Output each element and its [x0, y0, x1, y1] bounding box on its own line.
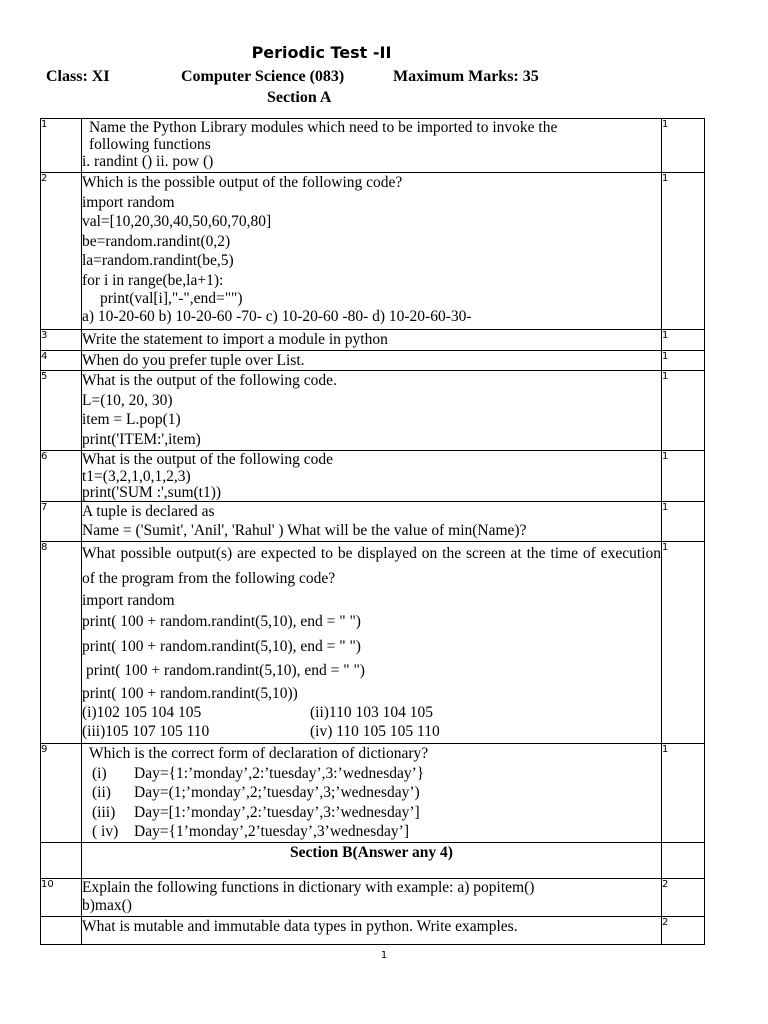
code-line: val=[10,20,30,40,50,60,70,80] — [82, 213, 272, 230]
answer-option: (ii) Day=(1;’monday’,2;’tuesday’,3;’wednesday’) — [92, 784, 420, 801]
answer-option: (i)102 105 104 105 — [82, 703, 202, 721]
question-row — [41, 119, 705, 173]
question-number: 6 — [41, 451, 82, 502]
question-text — [82, 744, 662, 843]
code-line: print( 100 + random.randint(5,10), end = " ") — [82, 637, 361, 655]
question-number: 3 — [41, 330, 82, 351]
answer-options-row — [82, 722, 661, 741]
question-text — [82, 502, 662, 542]
code-line: for i in range(be,la+1): — [82, 271, 224, 289]
section-b-heading: Section B(Answer any 4) — [82, 843, 662, 879]
code-line: la=random.randint(be,5) — [82, 252, 234, 269]
question-row — [41, 542, 705, 744]
question-row — [41, 502, 705, 542]
question-line: What possible output(s) are expected to be displayed on the screen at the time of execution of the program from the following code? — [82, 545, 661, 587]
question-text — [82, 879, 662, 917]
question-text — [82, 173, 662, 330]
question-text — [82, 119, 662, 173]
question-number: 10 — [41, 879, 82, 917]
code-line: print(val[i],"-",end="") — [100, 290, 243, 307]
code-line: import random — [82, 592, 175, 609]
subject-label: Computer Science (083) — [181, 68, 345, 85]
question-marks: 2 — [662, 879, 705, 917]
question-line: Which is the possible output of the following code? — [82, 174, 403, 191]
question-row — [41, 917, 705, 945]
code-line: item = L.pop(1) — [82, 411, 181, 428]
question-number: 2 — [41, 173, 82, 330]
question-text — [82, 542, 662, 744]
code-line: print('ITEM:',item) — [82, 430, 201, 448]
question-row — [41, 371, 705, 451]
question-line: Write the statement to import a module in python — [82, 331, 388, 348]
code-line: t1=(3,2,1,0,1,2,3) — [82, 468, 191, 485]
answer-option: (ii)110 103 104 105 — [310, 703, 433, 721]
question-row — [41, 451, 705, 502]
question-table — [40, 118, 705, 945]
answer-option: (i) Day={1:’monday’,2:’tuesday’,3:’wednesday’} — [92, 764, 425, 782]
question-line: What is the output of the following code. — [82, 372, 337, 389]
code-line: print('SUM :',sum(t1)) — [82, 484, 222, 501]
question-number: 8 — [41, 542, 82, 744]
class-label: Class: XI — [46, 68, 110, 85]
code-line: import random — [82, 193, 175, 211]
question-marks: 1 — [662, 173, 705, 330]
question-marks: 1 — [662, 371, 705, 451]
question-line: following functions — [89, 136, 211, 153]
question-row — [41, 350, 705, 371]
question-marks: 1 — [662, 451, 705, 502]
question-row — [41, 330, 705, 351]
question-marks: 1 — [662, 119, 705, 173]
question-line: Name the Python Library modules which need to be imported to invoke the — [89, 119, 558, 136]
question-row — [41, 879, 705, 917]
question-marks: 1 — [662, 330, 705, 351]
question-number: 4 — [41, 350, 82, 371]
question-line: Explain the following functions in dictionary with example: a) popitem() — [82, 879, 535, 896]
question-number: 5 — [41, 371, 82, 451]
question-number: 9 — [41, 744, 82, 843]
answer-option: (iv) 110 105 105 110 — [310, 722, 440, 740]
answer-option: ( iv) Day={1’monday’,2’tuesday’,3’wednesday’] — [92, 823, 410, 840]
question-line: Name = ('Sumit', 'Anil', 'Rahul' ) What will be the value of min(Name)? — [82, 522, 527, 539]
question-marks: 1 — [662, 542, 705, 744]
question-text — [82, 330, 662, 351]
code-line: print( 100 + random.randint(5,10), end = " ") — [82, 613, 361, 630]
question-marks: 1 — [662, 502, 705, 542]
section-row — [41, 843, 705, 879]
question-text — [82, 917, 662, 945]
question-line: b)max() — [82, 897, 132, 914]
question-marks: 2 — [662, 917, 705, 945]
code-line: L=(10, 20, 30) — [82, 391, 173, 409]
page-number: 1 — [380, 950, 388, 961]
question-number — [41, 917, 82, 945]
answer-options-row — [82, 703, 661, 722]
question-marks: 1 — [662, 744, 705, 843]
question-line: i. randint () ii. pow () — [82, 153, 214, 170]
question-number: 1 — [41, 119, 82, 173]
question-line: A tuple is declared as — [82, 503, 215, 520]
question-text — [82, 371, 662, 451]
test-title: Periodic Test -II — [251, 43, 392, 62]
answer-options: a) 10-20-60 b) 10-20-60 -70- c) 10-20-60 -80- d) 10-20-60-30- — [82, 308, 472, 325]
answer-option: (iii) Day=[1:’monday’,2:’tuesday’,3:’wednesday’] — [92, 803, 420, 821]
question-line: What is mutable and immutable data types in python. Write examples. — [82, 918, 518, 935]
code-line: print( 100 + random.randint(5,10), end = " ") — [86, 662, 365, 679]
question-line: When do you prefer tuple over List. — [82, 351, 305, 369]
code-line: be=random.randint(0,2) — [82, 232, 231, 250]
question-line: What is the output of the following code — [82, 451, 333, 468]
question-row — [41, 744, 705, 843]
question-number: 7 — [41, 502, 82, 542]
max-marks-label: Maximum Marks: 35 — [393, 68, 539, 85]
question-marks: 1 — [662, 350, 705, 371]
section-a-heading: Section A — [267, 89, 332, 106]
question-text — [82, 350, 662, 371]
code-line: print( 100 + random.randint(5,10)) — [82, 684, 298, 702]
question-line: Which is the correct form of declaration of dictionary? — [89, 745, 429, 762]
answer-option: (iii)105 107 105 110 — [82, 722, 210, 740]
question-text — [82, 451, 662, 502]
question-row — [41, 173, 705, 330]
